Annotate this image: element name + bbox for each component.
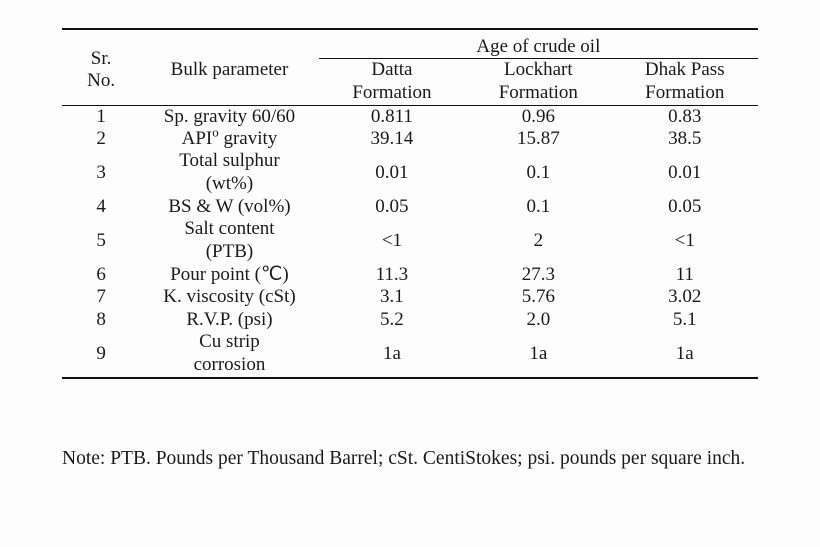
row-7-dhak: 3.02	[668, 286, 702, 308]
row-2-sr: 2	[96, 128, 106, 149]
row-4-sr: 4	[96, 196, 106, 217]
row-3-lockhart: 0.1	[526, 162, 551, 183]
table-bottom-rule	[62, 378, 758, 379]
header-lockhart-line1: Lockhart	[504, 59, 573, 80]
header-lockhart-formation	[465, 59, 611, 106]
table-row	[62, 309, 758, 331]
row-9-param	[140, 331, 319, 378]
row-1-param: Sp. gravity 60/60	[163, 105, 296, 127]
table-row	[62, 264, 758, 286]
header-sr-no-line1: Sr.	[90, 47, 112, 69]
row-8-param: R.V.P. (psi)	[186, 308, 273, 330]
header-dhak-line1: Dhak Pass	[644, 59, 725, 80]
header-datta-line2: Formation	[352, 81, 432, 103]
row-5-sr: 5	[96, 230, 106, 251]
crude-oil-properties-table	[62, 28, 758, 379]
row-8-lockhart: 2.0	[526, 308, 551, 330]
table	[62, 36, 758, 379]
row-8-dhak: 5.1	[672, 308, 697, 330]
row-7-datta: 3.1	[380, 286, 404, 308]
row-4-dhak: 0.05	[668, 196, 702, 217]
header-lockhart-line2: Formation	[498, 81, 578, 103]
row-3-param-line1: Total sulphur	[179, 150, 280, 172]
row-1-datta: 0.811	[370, 105, 413, 127]
header-row-group	[62, 36, 758, 59]
table-note: Note: PTB. Pounds per Thousand Barrel; cSt. CentiStokes; psi. pounds per square inch.	[62, 448, 746, 469]
row-2-lockhart: 15.87	[516, 128, 560, 149]
row-2-param: API$^o$ gravity	[181, 124, 278, 149]
degree-sign: o	[212, 124, 219, 140]
header-age-of-crude-oil: Age of crude oil	[319, 36, 758, 59]
table-body	[62, 105, 758, 379]
row-6-lockhart: 27.3	[521, 264, 555, 285]
row-9-datta: 1a	[382, 342, 401, 364]
header-bulk-parameter: Bulk parameter	[170, 59, 289, 81]
row-5-dhak: <1	[674, 230, 695, 251]
row-1-sr: 1	[96, 105, 106, 127]
row-6-param: Pour point (℃)	[170, 264, 289, 285]
row-6-datta: 11.3	[375, 264, 409, 285]
table-row	[62, 331, 758, 378]
row-1-lockhart: 0.96	[521, 105, 555, 127]
row-3-dhak: 0.01	[668, 162, 702, 183]
row-5-lockhart: 2	[533, 230, 544, 251]
row-1-dhak: 0.83	[668, 105, 702, 127]
header-dhak-pass-formation	[612, 59, 758, 106]
table-row	[62, 196, 758, 218]
row-6-dhak: 11	[675, 264, 694, 285]
row-9-dhak: 1a	[675, 342, 694, 364]
header-sr-no-line2: No.	[87, 70, 116, 92]
row-5-param-line2: (PTB)	[205, 241, 254, 263]
row-2-dhak: 38.5	[668, 128, 702, 149]
row-4-param: BS & W (vol%)	[168, 196, 291, 217]
row-5-param	[140, 218, 319, 264]
header-sr-no	[62, 36, 140, 105]
row-6-sr: 6	[96, 264, 106, 285]
row-3-param	[140, 150, 319, 196]
row-9-lockhart: 1a	[529, 342, 548, 364]
table-row	[62, 128, 758, 150]
row-2-datta: 39.14	[370, 128, 414, 149]
header-dhak-line2: Formation	[645, 81, 725, 103]
row-8-sr: 8	[96, 308, 106, 330]
row-3-param-line2: (wt%)	[205, 173, 254, 195]
row-7-sr: 7	[96, 286, 106, 308]
table-row	[62, 105, 758, 128]
row-9-sr: 9	[96, 342, 106, 364]
row-9-param-line1: Cu strip	[199, 331, 260, 353]
header-datta-formation	[319, 59, 465, 106]
table-row	[62, 286, 758, 308]
row-3-sr: 3	[96, 162, 106, 183]
row-5-param-line1: Salt content	[184, 218, 275, 240]
row-8-datta: 5.2	[380, 308, 404, 330]
row-5-datta: <1	[381, 230, 403, 251]
row-4-lockhart: 0.1	[526, 196, 551, 217]
table-row	[62, 218, 758, 264]
table-header	[62, 36, 758, 105]
table-row	[62, 150, 758, 196]
header-datta-line1: Datta	[371, 59, 413, 80]
row-9-param-line2: corrosion	[193, 354, 266, 376]
row-3-datta: 0.01	[375, 162, 409, 183]
table-bottom-rule-row	[62, 378, 758, 379]
row-7-param: K. viscosity (cSt)	[163, 286, 296, 308]
row-7-lockhart: 5.76	[521, 286, 555, 308]
row-4-datta: 0.05	[375, 196, 409, 217]
